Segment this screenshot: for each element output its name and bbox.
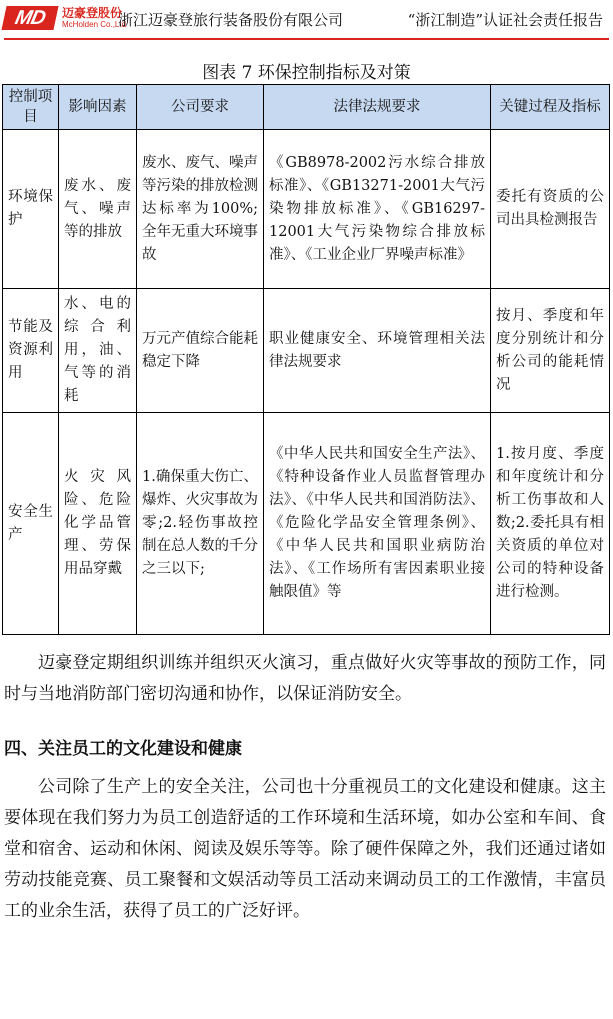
company-name: 浙江迈豪登旅行装备股份有限公司 (118, 11, 344, 29)
employee-culture-paragraph: 公司除了生产上的安全关注，公司也十分重视员工的文化建设和健康。这主要体现在我们努力为员工创造舒适的工作环境和生活环境，如办公室和车间、食堂和宿舍、运动和休闲、阅读及娱乐等等。除了硬件保障之外，我们还通过诸如劳动技能竞赛、员工聚餐和文娱活动等员工活动来调动员工的工作激情，丰富员工的业余生活，获得了员工的广泛好评。 (4, 777, 606, 921)
environmental-control-table (2, 84, 610, 635)
header-legal-requirements: 法律法规要求 (264, 85, 491, 130)
cell-legal-requirements: 《中华人民共和国安全生产法》、《特种设备作业人员监督管理办法》、《中华人民共和国消防法》、《危险化学品安全管理条例》、《中华人民共和国职业病防治法》、《工作场所有害因素职业接触限值》等 (264, 413, 491, 635)
company-logo (4, 4, 127, 36)
cell-control-item: 安全生产 (3, 413, 59, 635)
header-company-requirements: 公司要求 (137, 85, 264, 130)
cell-factors: 水、电的综合利用，油、气等的消耗 (59, 289, 137, 413)
page-header (0, 0, 613, 42)
logo-mark: MD (1, 6, 58, 30)
cell-legal-requirements: 《GB8978-2002污水综合排放标准》、《GB13271-2001大气污染物排放标准》、《GB16297-12001大气污染物综合排放标准》、《工业企业厂界噪声标准》 (264, 130, 491, 289)
cell-key-process: 委托有资质的公司出具检测报告 (491, 130, 610, 289)
cell-key-process: 按月、季度和年度分别统计和分析公司的能耗情况 (491, 289, 610, 413)
header-factors: 影响因素 (59, 85, 137, 130)
cell-company-requirements: 废水、废气、噪声等污染的排放检测达标率为100%;全年无重大环境事故 (137, 130, 264, 289)
header-control-item: 控制项目 (3, 85, 59, 130)
header-key-process: 关键过程及指标 (491, 85, 610, 130)
cell-factors: 火灾风险、危险化学品管理、劳保用品穿戴 (59, 413, 137, 635)
cell-key-process: 1.按月度、季度和年度统计和分析工伤事故和人数;2.委托具有相关资质的单位对公司的特种设备进行检测。 (491, 413, 610, 635)
cell-control-item: 节能及资源利用 (3, 289, 59, 413)
table-row (3, 289, 610, 413)
cell-factors: 废水、废气、噪声等的排放 (59, 130, 137, 289)
table-caption: 图表 7 环保控制指标及对策 (202, 63, 411, 83)
section-heading: 四、关注员工的文化建设和健康 (4, 739, 242, 759)
cell-company-requirements: 1.确保重大伤亡、爆炸、火灾事故为零;2.轻伤事故控制在总人数的千分之三以下; (137, 413, 264, 635)
table-header-row (3, 85, 610, 130)
header-divider (4, 38, 609, 40)
fire-safety-paragraph: 迈豪登定期组织训练并组织灭火演习，重点做好火灾等事故的预防工作，同时与当地消防部门密切沟通和协作，以保证消防安全。 (4, 653, 606, 704)
cell-company-requirements: 万元产值综合能耗稳定下降 (137, 289, 264, 413)
logo-chinese-name: 迈豪登股份 (62, 6, 123, 20)
report-title: “浙江制造”认证社会责任报告 (407, 11, 603, 29)
cell-control-item: 环境保护 (3, 130, 59, 289)
cell-legal-requirements: 职业健康安全、环境管理相关法律法规要求 (264, 289, 491, 413)
table-row (3, 130, 610, 289)
logo-english-name: McHolden Co.,Ltd (62, 20, 127, 29)
table-row (3, 413, 610, 635)
